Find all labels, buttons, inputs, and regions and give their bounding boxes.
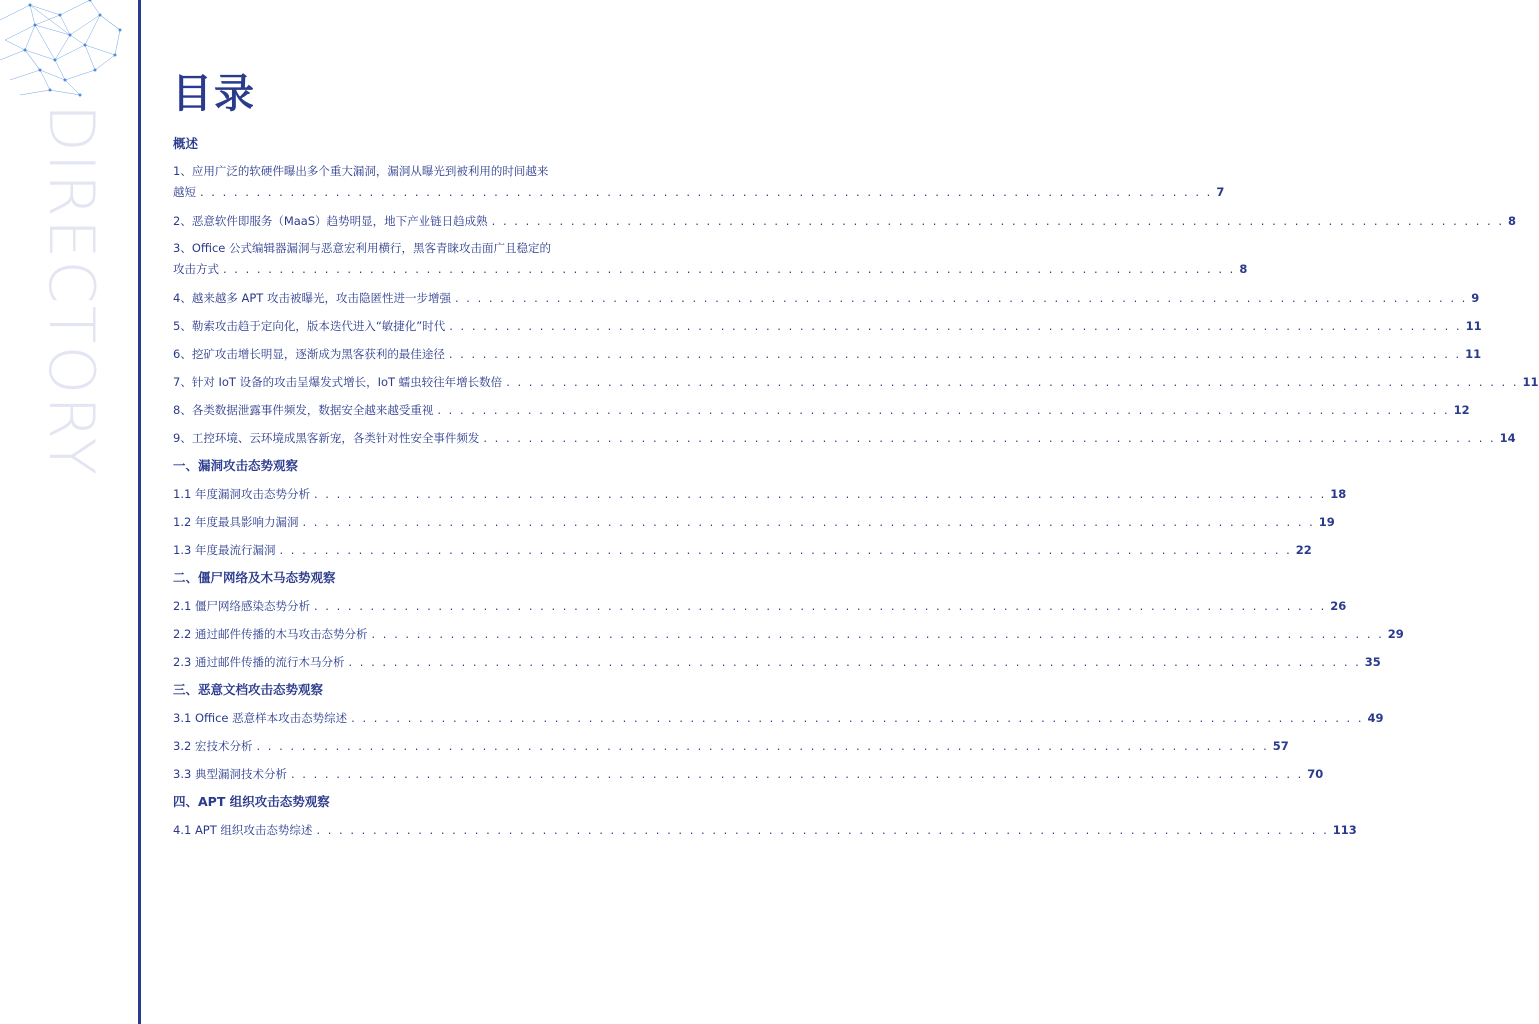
toc-entry-text: 3.3 典型漏洞技术分析 [173, 767, 287, 781]
toc-entry[interactable] [173, 592, 1347, 620]
toc-page-number: 8 [1507, 214, 1516, 228]
toc-leader-dots: . . . . . . . . . . . . . . . . . . . . . . . . . . . . . . . . . . . . . . . . . . . . . . . . . . . . . . . . . . . . . . . . . . . . . . . . . . . . . . . . . . . . . . . . . . [449, 319, 1462, 333]
toc-page-number: 14 [1499, 431, 1516, 445]
toc-entry-text: 9、工控环境、云环境成黑客新宠，各类针对性安全事件频发 [173, 431, 480, 445]
toc-leader-dots: . . . . . . . . . . . . . . . . . . . . . . . . . . . . . . . . . . . . . . . . . . . . . . . . . . . . . . . . . . . . . . . . . . . . . . . . . . . . . . . . . . . . . . . . . . [506, 375, 1519, 389]
toc-entry[interactable] [173, 816, 1357, 844]
toc-section-overview[interactable]: 概述 [173, 136, 199, 151]
toc-entry-text: 6、挖矿攻击增长明显，逐渐成为黑客获利的最佳途径 [173, 347, 445, 361]
toc-entry[interactable] [173, 732, 1289, 760]
toc-entry-text: 4、越来越多 APT 攻击被曝光，攻击隐匿性进一步增强 [173, 291, 451, 305]
toc-leader-dots: . . . . . . . . . . . . . . . . . . . . . . . . . . . . . . . . . . . . . . . . . . . . . . . . . . . . . . . . . . . . . . . . . . . . . . . . . . . . . . . . . . . . . . . . . . [348, 655, 1361, 669]
toc-entry[interactable] [173, 536, 1312, 564]
toc-leader-dots: . . . . . . . . . . . . . . . . . . . . . . . . . . . . . . . . . . . . . . . . . . . . . . . . . . . . . . . . . . . . . . . . . . . . . . . . . . . . . . . . . . . . . . . . . . [313, 487, 1327, 501]
toc-entry[interactable] [173, 760, 1324, 788]
page-title: 目录 [172, 71, 256, 117]
toc-page-number: 29 [1387, 627, 1404, 641]
toc-leader-dots: . . . . . . . . . . . . . . . . . . . . . . . . . . . . . . . . . . . . . . . . . . . . . . . . . . . . . . . . . . . . . . . . . . . . . . . . . . . . . . . . . . . . . . . . . . [437, 403, 1450, 417]
toc-page-number: 12 [1453, 403, 1470, 417]
toc-entry[interactable] [173, 207, 1516, 235]
toc-leader-dots: . . . . . . . . . . . . . . . . . . . . . . . . . . . . . . . . . . . . . . . . . . . . . . . . . . . . . . . . . . . . . . . . . . . . . . . . . . . . . . . . . . . . . . . . . . [223, 262, 1236, 276]
toc-entry-text-line2: 攻击方式 [173, 262, 219, 276]
toc-entry[interactable] [173, 161, 1225, 203]
toc-page-number: 11 [1522, 375, 1539, 389]
toc-entry-text-line1: 3、Office 公式编辑器漏洞与恶意宏利用横行，黑客青睐攻击面广且稳定的 [173, 241, 552, 255]
toc-entry-text: 2.1 僵尸网络感染态势分析 [173, 599, 310, 613]
toc-leader-dots: . . . . . . . . . . . . . . . . . . . . . . . . . . . . . . . . . . . . . . . . . . . . . . . . . . . . . . . . . . . . . . . . . . . . . . . . . . . . . . . . . . . . . . . . . . [448, 347, 1462, 361]
toc-entry-text: 1.1 年度漏洞攻击态势分析 [173, 487, 310, 501]
toc-entry-text: 3.2 宏技术分析 [173, 739, 253, 753]
toc-leader-dots: . . . . . . . . . . . . . . . . . . . . . . . . . . . . . . . . . . . . . . . . . . . . . . . . . . . . . . . . . . . . . . . . . . . . . . . . . . . . . . . . . . . . . . . . . . [351, 711, 1364, 725]
directory-watermark: DIRECTORY [35, 104, 108, 478]
toc-page-number: 19 [1318, 515, 1335, 529]
toc-entry-text: 7、针对 IoT 设备的攻击呈爆发式增长，IoT 蠕虫较往年增长数倍 [173, 375, 503, 389]
toc-entry[interactable] [173, 704, 1384, 732]
toc-page-number: 9 [1471, 291, 1480, 305]
toc-section-heading[interactable]: 四、APT 组织攻击态势观察 [173, 794, 330, 809]
toc-leader-dots: . . . . . . . . . . . . . . . . . . . . . . . . . . . . . . . . . . . . . . . . . . . . . . . . . . . . . . . . . . . . . . . . . . . . . . . . . . . . . . . . . . . . . . . . . . [290, 767, 1304, 781]
toc-entry-text: 2.2 通过邮件传播的木马攻击态势分析 [173, 627, 368, 641]
toc-entry[interactable] [173, 508, 1335, 536]
toc-leader-dots: . . . . . . . . . . . . . . . . . . . . . . . . . . . . . . . . . . . . . . . . . . . . . . . . . . . . . . . . . . . . . . . . . . . . . . . . . . . . . . . . . . . . . . . . . . [279, 543, 1292, 557]
toc-entry-text: 2、恶意软件即服务（MaaS）趋势明显，地下产业链日趋成熟 [173, 214, 488, 228]
toc-page-number: 70 [1307, 767, 1324, 781]
toc-entry-text: 1.3 年度最流行漏洞 [173, 543, 276, 557]
toc-entry[interactable] [173, 648, 1381, 676]
toc-page-number: 18 [1330, 487, 1347, 501]
toc-entry[interactable] [173, 620, 1404, 648]
toc-leader-dots: . . . . . . . . . . . . . . . . . . . . . . . . . . . . . . . . . . . . . . . . . . . . . . . . . . . . . . . . . . . . . . . . . . . . . . . . . . . . . . . . . . . . . . . . . . [200, 185, 1213, 199]
toc-leader-dots: . . . . . . . . . . . . . . . . . . . . . . . . . . . . . . . . . . . . . . . . . . . . . . . . . . . . . . . . . . . . . . . . . . . . . . . . . . . . . . . . . . . . . . . . . . [371, 627, 1384, 641]
toc-page-number: 57 [1272, 739, 1289, 753]
network-globe-decoration [0, 0, 125, 110]
toc-page-number: 8 [1239, 262, 1248, 276]
toc-entry[interactable] [173, 238, 1248, 280]
toc-page-number: 22 [1295, 543, 1312, 557]
toc-page-number: 11 [1465, 319, 1482, 333]
toc-page-number: 49 [1367, 711, 1384, 725]
toc-leader-dots: . . . . . . . . . . . . . . . . . . . . . . . . . . . . . . . . . . . . . . . . . . . . . . . . . . . . . . . . . . . . . . . . . . . . . . . . . . . . . . . . . . . . . . . . . . [491, 214, 1504, 228]
table-of-contents [173, 130, 1539, 844]
toc-entry-text: 3.1 Office 恶意样本攻击态势综述 [173, 711, 348, 725]
toc-entry-text: 2.3 通过邮件传播的流行木马分析 [173, 655, 345, 669]
toc-entry-text: 5、勒索攻击趋于定向化，版本迭代进入“敏捷化”时代 [173, 319, 446, 333]
toc-entry-text-line1: 1、应用广泛的软硬件曝出多个重大漏洞，漏洞从曝光到被利用的时间越来 [173, 164, 549, 178]
toc-entry[interactable] [173, 340, 1482, 368]
vertical-divider-line [138, 0, 141, 1024]
toc-page-number: 7 [1216, 185, 1225, 199]
toc-entry[interactable] [173, 480, 1347, 508]
toc-leader-dots: . . . . . . . . . . . . . . . . . . . . . . . . . . . . . . . . . . . . . . . . . . . . . . . . . . . . . . . . . . . . . . . . . . . . . . . . . . . . . . . . . . . . . . . . . . [313, 599, 1327, 613]
toc-entry-text-line2: 越短 [173, 185, 196, 199]
toc-entry[interactable] [173, 396, 1470, 424]
toc-page-number: 26 [1330, 599, 1347, 613]
toc-section-heading[interactable]: 一、漏洞攻击态势观察 [173, 458, 299, 473]
toc-leader-dots: . . . . . . . . . . . . . . . . . . . . . . . . . . . . . . . . . . . . . . . . . . . . . . . . . . . . . . . . . . . . . . . . . . . . . . . . . . . . . . . . . . . . . . . . . . [316, 823, 1329, 837]
toc-page-number: 11 [1465, 347, 1482, 361]
toc-entry[interactable] [173, 284, 1480, 312]
toc-entry[interactable] [173, 368, 1539, 396]
toc-entry-text: 1.2 年度最具影响力漏洞 [173, 515, 299, 529]
toc-leader-dots: . . . . . . . . . . . . . . . . . . . . . . . . . . . . . . . . . . . . . . . . . . . . . . . . . . . . . . . . . . . . . . . . . . . . . . . . . . . . . . . . . . . . . . . . . . [454, 291, 1468, 305]
toc-page-number: 35 [1364, 655, 1381, 669]
toc-section-heading[interactable]: 三、恶意文档攻击态势观察 [173, 682, 324, 697]
toc-entry-text: 4.1 APT 组织攻击态势综述 [173, 823, 313, 837]
toc-entry-text: 8、各类数据泄露事件频发，数据安全越来越受重视 [173, 403, 434, 417]
toc-leader-dots: . . . . . . . . . . . . . . . . . . . . . . . . . . . . . . . . . . . . . . . . . . . . . . . . . . . . . . . . . . . . . . . . . . . . . . . . . . . . . . . . . . . . . . . . . . [302, 515, 1315, 529]
toc-entry[interactable] [173, 424, 1516, 452]
toc-leader-dots: . . . . . . . . . . . . . . . . . . . . . . . . . . . . . . . . . . . . . . . . . . . . . . . . . . . . . . . . . . . . . . . . . . . . . . . . . . . . . . . . . . . . . . . . . . [256, 739, 1269, 753]
toc-page-number: 113 [1332, 823, 1357, 837]
toc-section-heading[interactable]: 二、僵尸网络及木马态势观察 [173, 570, 336, 585]
toc-entry[interactable] [173, 312, 1482, 340]
toc-leader-dots: . . . . . . . . . . . . . . . . . . . . . . . . . . . . . . . . . . . . . . . . . . . . . . . . . . . . . . . . . . . . . . . . . . . . . . . . . . . . . . . . . . . . . . . . . . [483, 431, 1496, 445]
